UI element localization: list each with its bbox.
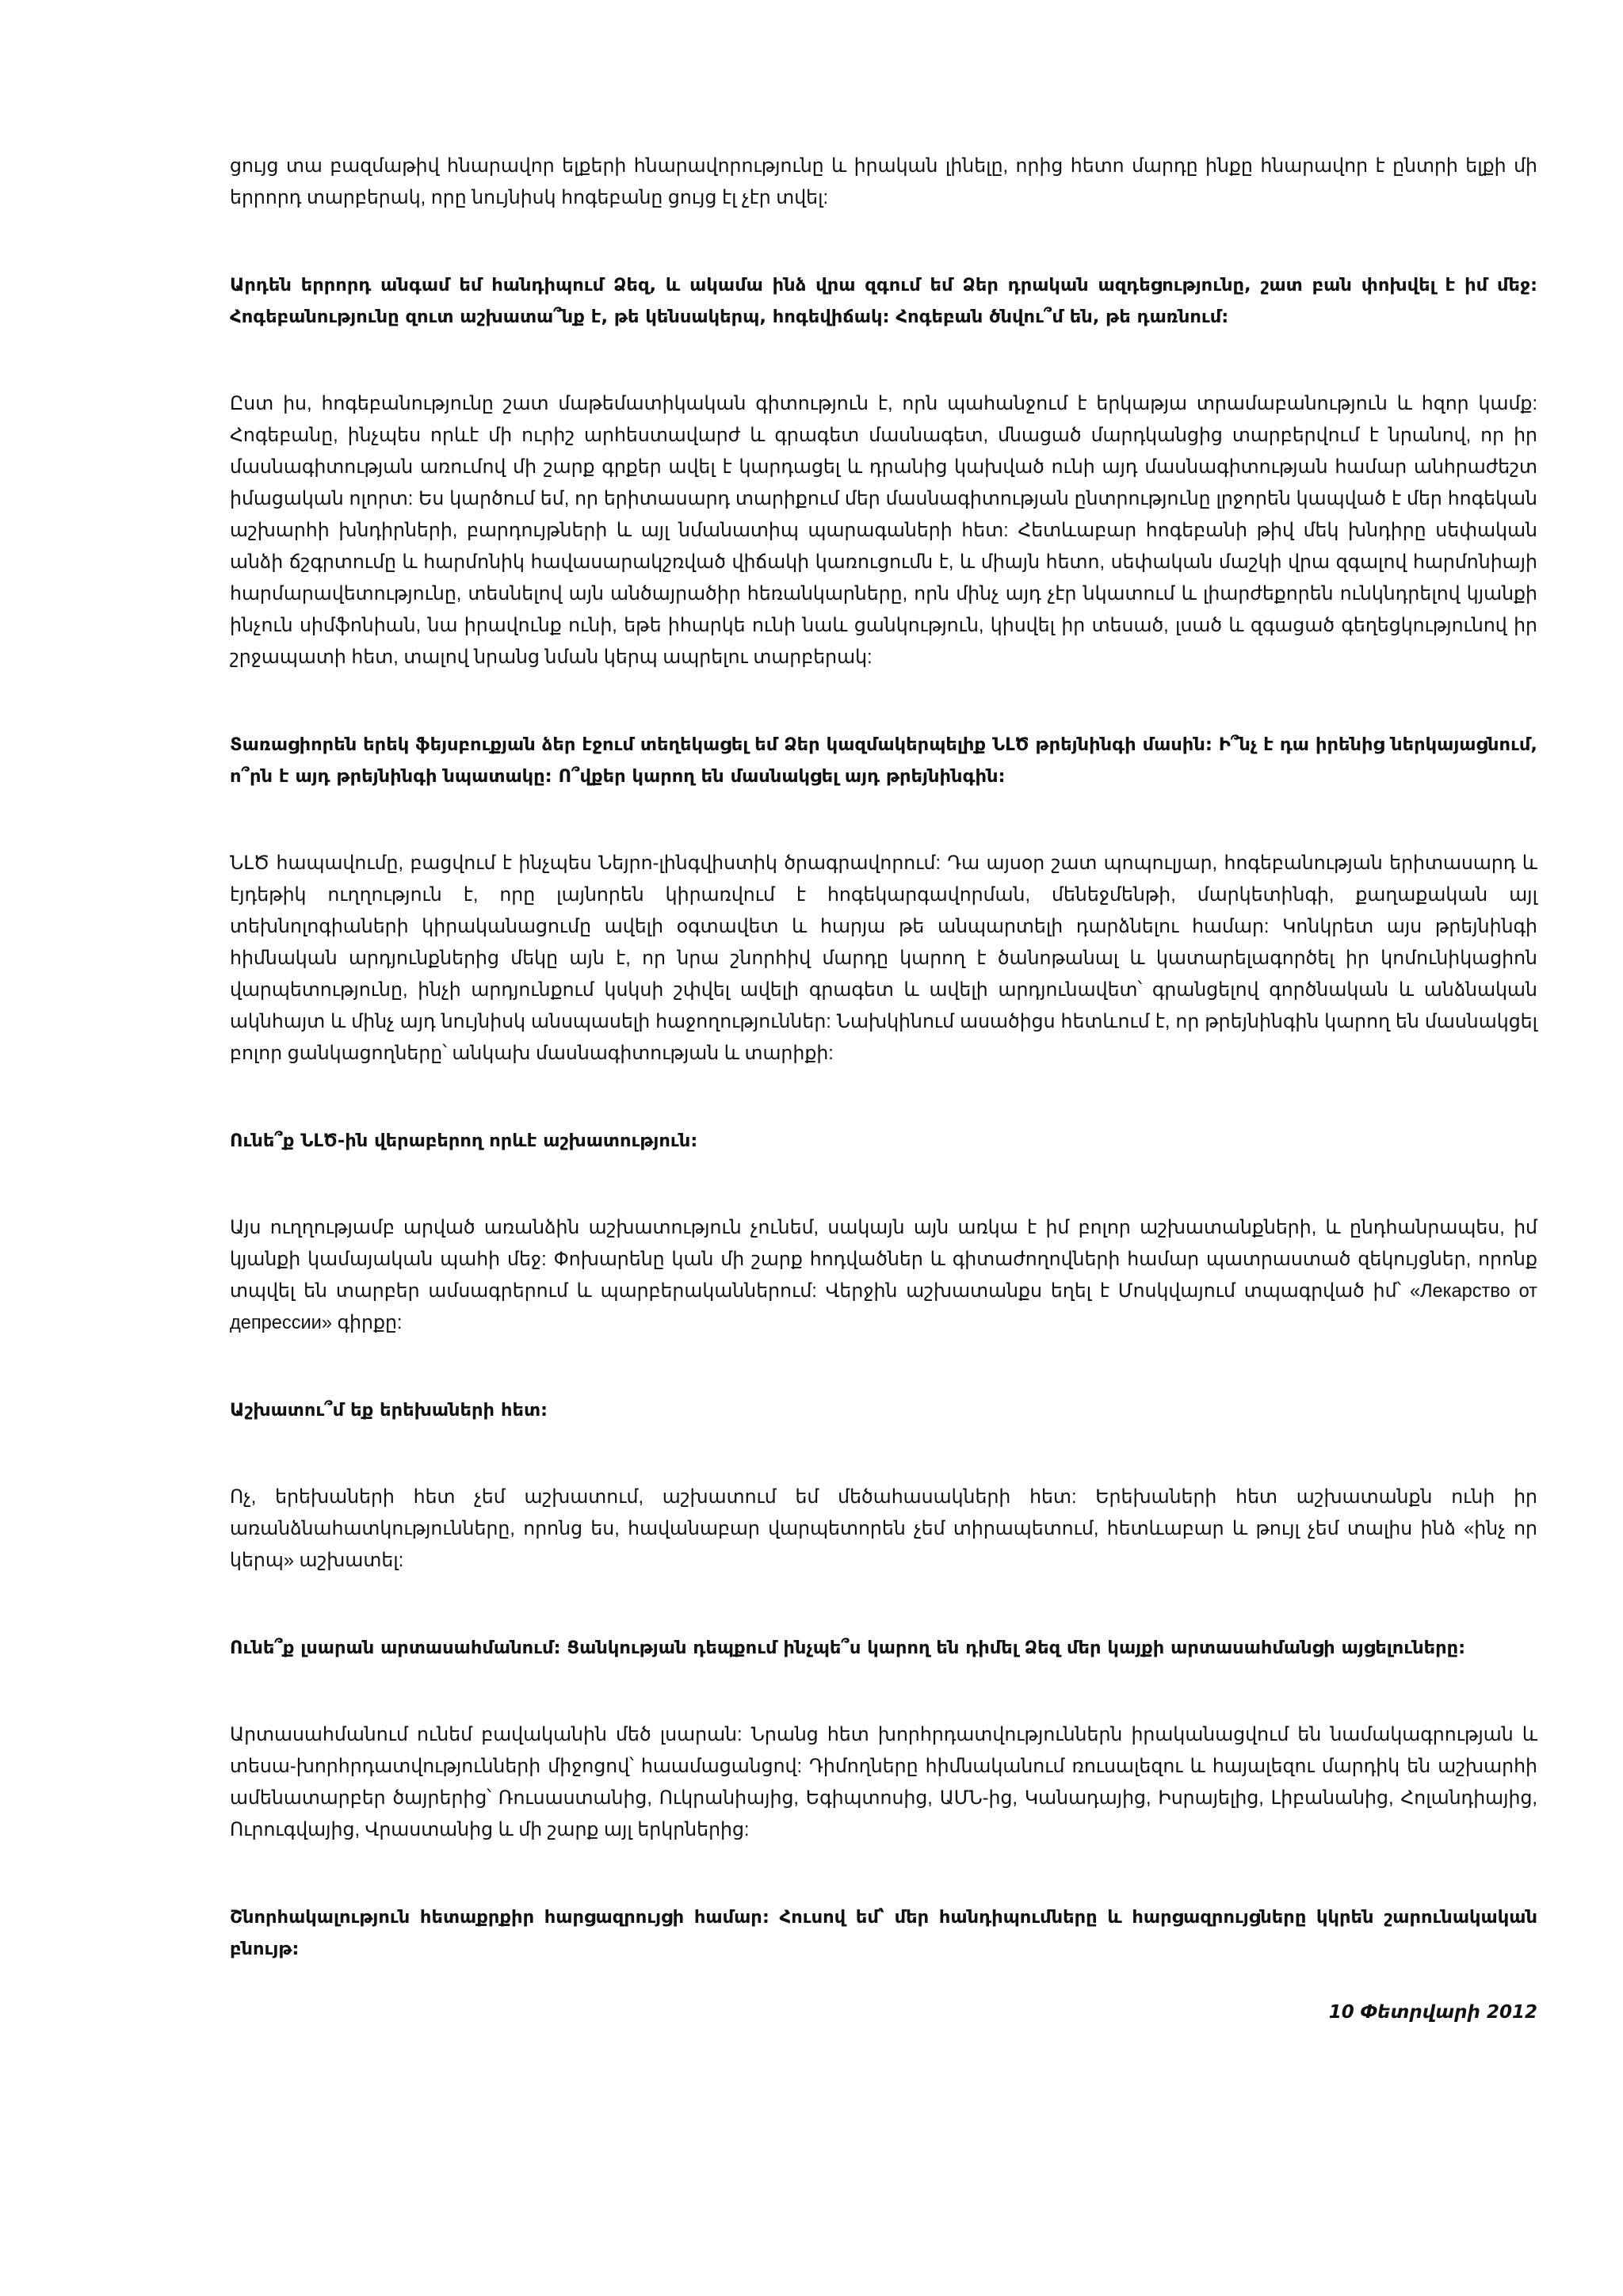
document-date: 10 Փետրվարի 2012 <box>1328 2002 1537 2023</box>
answer-paragraph: Ըստ իս, հոգեբանությունը շատ մաթեմատիկական գիտություն է, որն պահանջում է երկաթյա տրամաբանություն և հզոր կամք: Հոգեբանը, ինչպես որևէ մի ուրիշ արհեստավարժ և գրագետ մասնագետ, մնացած մարդկանցից տարբերվում է նրանով, որ իր մասնագիտության առումով մի շարք գրքեր ավել է կարդացել և դրանից կախված ունի այդ մասնագիտության համար անհրաժեշտ իմացական ոլորտ: Ես կարծում եմ, որ երիտասարդ տարիքում մեր մասնագիտության ընտրությունը լրջորեն կապված է մեր հոգեկան աշխարհի խնդիրների, բարդույթների և այլ նմանատիպ պարագաների հետ: Հետևաբար հոգեբանի թիվ մեկ խնդիրը սեփական անձի ճշգրտումը և հարմոնիկ հավասարակշռված վիճակի կառուցումն է, և միայն հետո, սեփական մաշկի վրա զգալով հարմոնիայի հարմարավետությունը, տեսնելով այն անծայրածիր հեռանկարները, որն մինչ այդ չէր նկատում և լիարժեքորեն ունկնդրելով կյանքի ինչուն սիմֆոնիան, նա իրավունք ունի, եթե իհարկե ունի նաև ցանկություն, կիսվել իր տեսած, լսած և զգացած գեղեցկությունով իր շրջապատի հետ, տալով նրանց նման կերպ ապրելու տարբերակ: <box>230 394 1537 668</box>
interview-document <box>230 151 1537 2028</box>
question-paragraph: Աշխատու՞մ եք երեխաների հետ: <box>230 1400 548 1421</box>
answer-paragraph: ՆԼԾ հապավումը, բացվում է ինչպես Նեյրո-լինգվիստիկ ծրագրավորում: Դա այսօր շատ պոպուլյար, հոգեբանության երիտասարդ և էյդեթիկ ուղղություն է, որը լայնորեն կիրառվում է հոգեկարգավորման, մենեջմենթի, մարկետինգի, քաղաքական այլ տեխնոլոգիաների կիրականացումը ավելի օգտավետ և հարյա թե անպարտելի դարձնելու համար: Կոնկրետ այս թրեյնինգի հիմնական արդյունքներից մեկը այն է, որ նրա շնորհիվ մարդը կարող է ծանոթանալ և կատարելագործել իր կոմունիկացիոն վարպետությունը, ինչի արդյունքում կսկսի շփվել ավելի գրագետ և ավելի արդյունավետ՝ գրանցելով գործնական և անձնական ակնհայտ և մինչ այդ նույնիսկ անսպասելի հաջողություններ: Նախկինում ասածիցս հետևում է, որ թրեյնինգին կարող են մասնակցել բոլոր ցանկացողները՝ անկախ մասնագիտության և տարիքի: <box>230 853 1537 1064</box>
question-paragraph: Ունե՞ք լսարան արտասահմանում: Ցանկության դեպքում ինչպե՞ս կարող են դիմել Ձեզ մեր կայքի արտասահմանցի այցելուները: <box>230 1638 1466 1658</box>
closing-paragraph: Շնորհակալություն հետաքրքիր հարցազրույցի համար: Հուսով եմ՝ մեր հանդիպումները և հարցազրույցները կկրեն շարունակական բնույթ: <box>230 1907 1537 1959</box>
answer-paragraph: Արտասահմանում ունեմ բավականին մեծ լսարան: Նրանց հետ խորհրդատվություններն իրականացվում են նամակագրության և տեսա-խորհրդատվությունների միջոցով՝ հաամացանցով: Դիմողները հիմնականում ռուսալեզու և հայալեզու մարդիկ են աշխարհի ամենատարբեր ծայրերից՝ Ռուսաստանից, Ուկրանիայից, Եգիպտոսից, ԱՄՆ-ից, Կանադայից, Իսրայելից, Լիբանանից, Հոլանդիայից, Ուրուգվայից, Վրաստանից և մի շարք այլ երկրներից: <box>230 1725 1537 1840</box>
question-paragraph: Ունե՞ք ՆԼԾ-ին վերաբերող որևէ աշխատություն: <box>230 1131 698 1151</box>
answer-paragraph: ցույց տա բազմաթիվ հնարավոր ելքերի հնարավորությունը և իրական լինելը, որից հետո մարդը ինքը հնարավոր է ընտրի ելքի մի երրորդ տարբերակ, որը նույնիսկ հոգեբանը ցույց էլ չէր տվել: <box>230 156 1537 208</box>
answer-paragraph: Ոչ, երեխաների հետ չեմ աշխատում, աշխատում եմ մեծահասակների հետ: Երեխաների հետ աշխատանքն ունի իր առանձնահատկությունները, որոնց ես, հավանաբար վարպետորեն չեմ տիրապետում, հետևաբար և թույլ չեմ տալիս ինձ «ինչ որ կերպ» աշխատել: <box>230 1487 1537 1571</box>
question-paragraph: Արդեն երրորդ անգամ եմ հանդիպում Ձեզ, և ակամա ինձ վրա զգում եմ Ձեր դրական ազդեցությունը, շատ բան փոխվել է իմ մեջ: Հոգեբանությունը զուտ աշխատա՞նք է, թե կենսակերպ, հոգեվիճակ: Հոգեբան ծնվու՞մ են, թե դառնում: <box>230 275 1537 327</box>
question-paragraph: Տառացիորեն երեկ ֆեյսբուքյան ձեր էջում տեղեկացել եմ Ձեր կազմակերպելիք ՆԼԾ թրեյնինգի մասին: Ի՞նչ է դա իրենից ներկայացնում, ո՞րն է այդ թրեյնինգի նպատակը: Ո՞վքեր կարող են մասնակցել այդ թրեյնինգին: <box>230 734 1537 787</box>
answer-paragraph: Այս ուղղությամբ արված առանձին աշխատություն չունեմ, սակայն այն առկա է իմ բոլոր աշխատանքների, և ընդհանրապես, իմ կյանքի կամայական պահի մեջ: Փոխարենը կան մի շարք հոդվածներ և գիտաժողովների համար պատրաստած զեկույցներ, որոնք տպվել են տարբեր ամսագրերում և պարբերականներում: Վերջին աշխատանքս եղել է Մոսկվայում տպագրված իմ՝ «Лекарство от депрессии» գիրքը: <box>230 1218 1537 1333</box>
